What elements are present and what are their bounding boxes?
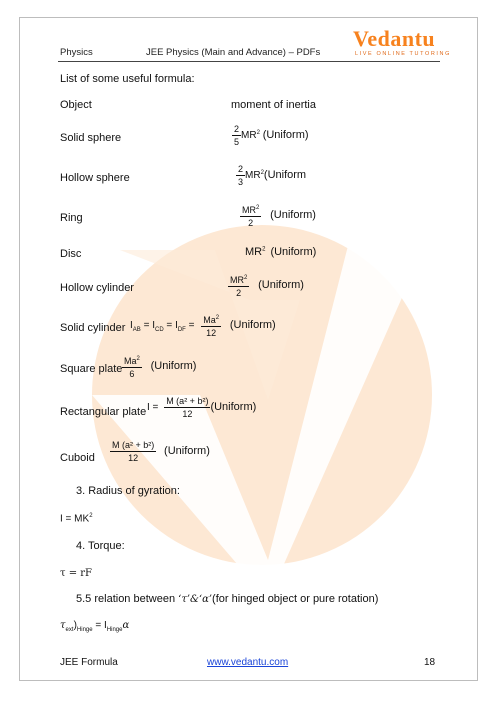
section-torque-title: 4. Torque: (76, 540, 125, 552)
formula-relation: $\tau_{ext})_{Hinge} = I_{Hinge}\alpha$ (60, 620, 130, 633)
page-number: 18 (424, 657, 436, 668)
column-object: Object (60, 99, 92, 111)
row-name: Cuboid (60, 452, 95, 464)
row-name: Hollow sphere (60, 172, 130, 184)
formula-torque: τ = rF (60, 568, 92, 579)
header-subject: Physics (60, 47, 93, 58)
formula-rectangular-plate: I = $\frac{\text{M (a² + b²)}}{12}$ (Uniform) (147, 396, 257, 419)
intro-text: List of some useful formula: (60, 73, 195, 85)
row-name: Solid sphere (60, 132, 122, 144)
logo-text: Vedantu (353, 26, 436, 51)
header-title: JEE Physics (Main and Advance) – PDFs (146, 47, 321, 58)
formula-cuboid: $\frac{\text{M (a² + b²)}}{12}$ (Uniform) (112, 440, 210, 463)
formula-solid-sphere: $\frac{2}{5}$ $MR^2$ (Uniform) (234, 124, 309, 147)
section-gyration-title: 3. Radius of gyration: (76, 485, 180, 497)
header-divider (58, 61, 440, 62)
formula-square-plate: $\frac{Ma^2}{6}$ (Uniform) (124, 356, 197, 379)
formula-hollow-sphere: $\frac{2}{3}$ $MR^2(Uniform$ (238, 164, 307, 187)
row-name: Hollow cylinder (60, 282, 134, 294)
formula-ring: $\frac{MR^2}{2}$ (Uniform) (242, 205, 316, 228)
formula-solid-cylinder: $I_{AB} = I_{CD} = I_{DF}$ = $\frac{Ma^2}{12}$ (Uniform) (130, 315, 276, 338)
row-name: Ring (60, 212, 83, 224)
row-name: Square plate (60, 363, 123, 375)
formula-gyration: $I = MK^2$ (60, 513, 93, 525)
column-moment: moment of inertia (231, 99, 316, 111)
vedantu-logo (353, 28, 463, 57)
row-name: Solid cylinder (60, 322, 126, 334)
section-relation-title: 5.5 relation between ‘τ’&‘α’(for hinged object or pure rotation) (76, 593, 379, 605)
row-name: Rectangular plate (60, 406, 147, 418)
formula-hollow-cylinder: $\frac{MR^2}{2}$ (Uniform) (230, 275, 304, 298)
logo-tagline: LIVE ONLINE TUTORING (355, 51, 451, 57)
row-name: Disc (60, 248, 82, 260)
footer-left: JEE Formula (60, 657, 118, 668)
formula-disc: $MR^2$ (Uniform) (245, 246, 317, 258)
footer-link[interactable]: www.vedantu.com (207, 657, 289, 668)
